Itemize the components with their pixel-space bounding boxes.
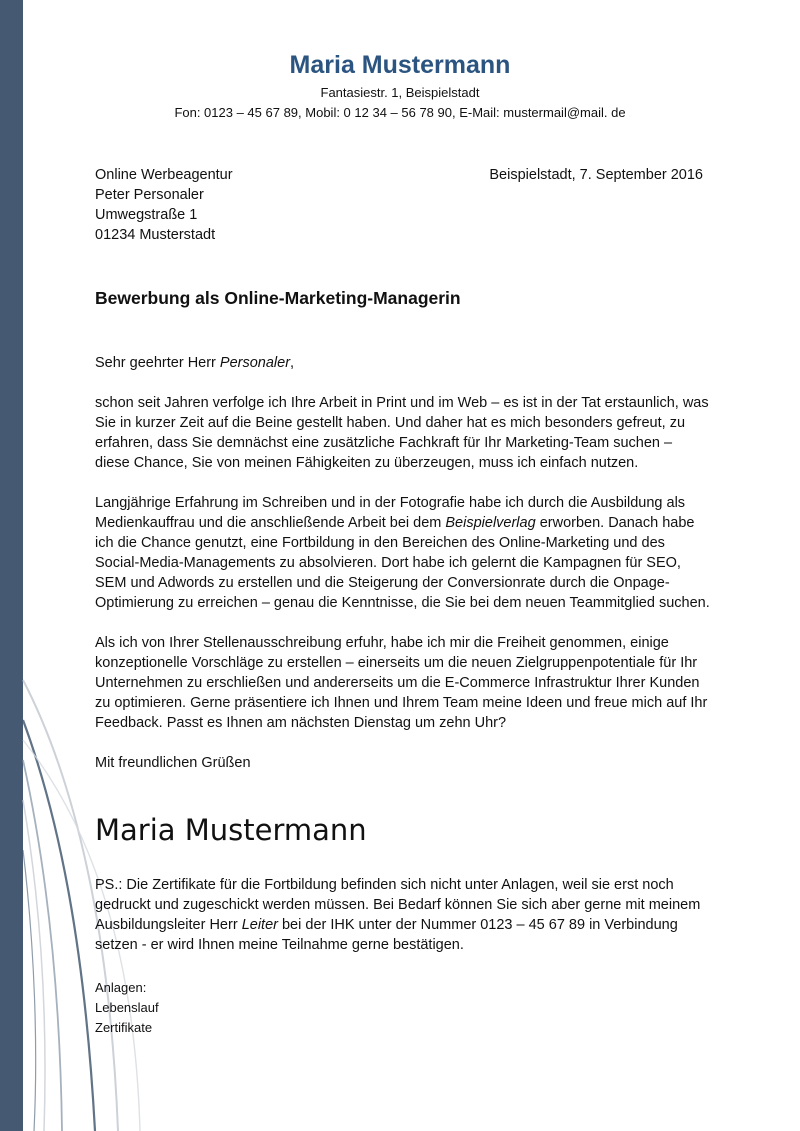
recipient-company: Online Werbeagentur bbox=[95, 167, 233, 183]
sender-address: Fantasiestr. 1, Beispielstadt bbox=[320, 85, 480, 100]
letter-body bbox=[95, 353, 710, 773]
letterhead bbox=[0, 50, 800, 123]
postscript-part-a: PS.: Die Zertifikate für die Fortbildung befinden sich nicht unter Anlagen, weil sie erst noch gedruckt und zugeschickt werden müssen. Bei Bedarf können Sie sich aber gerne mit meinem Ausbildungsleiter Herr bbox=[95, 877, 701, 933]
salutation-prefix: Sehr geehrter Herr bbox=[95, 355, 220, 371]
paragraph-3: Als ich von Ihrer Stellenausschreibung erfuhr, habe ich mir die Freiheit genommen, einige konzeptionelle Vorschläge zu erstellen – einerseits um die neuen Zielgruppenpotentiale für Ihr Unternehmen zu erschließen und andererseits um die E-Commerce Infrastruktur Ihrer Kunden zu optimieren. Gerne präsentiere ich Ihnen und Ihrem Team meine Ideen und freue mich auf Ihr Feedback. Passt es Ihnen am nächsten Dienstag um zehn Uhr? bbox=[95, 635, 708, 731]
sender-name: Maria Mustermann bbox=[289, 51, 511, 79]
signature: Maria Mustermann bbox=[95, 813, 367, 847]
sender-contact: Fon: 0123 – 45 67 89, Mobil: 0 12 34 – 56 78 90, E-Mail: mustermail@mail. de bbox=[174, 105, 626, 120]
paragraph-2-part-a: Langjährige Erfahrung im Schreiben und in der Fotografie habe ich durch die Ausbildung als Medienkauffrau und die anschließende Arbeit bei dem bbox=[95, 495, 686, 531]
paragraph-2-part-b: erworben. Danach habe ich die Chance genutzt, eine Fortbildung in den Bereichen des Online-Marketing und des Social-Media-Managements zu absolvieren. Dort habe ich gelernt die Kampagnen für SEO, SEM und Adwords zu erstellen und die Steigerung der Conversionrate durch die Onpage-Optimierung zu erreichen – genau die Kenntnisse, die Sie bei dem neuen Teammitglied suchen. bbox=[95, 515, 710, 611]
paragraph-2 bbox=[95, 493, 710, 613]
attachments-heading: Anlagen: bbox=[95, 980, 147, 995]
salutation bbox=[95, 353, 710, 373]
attachment-item-cv: Lebenslauf bbox=[95, 1000, 159, 1015]
attachment-item-certificates: Zertifikate bbox=[95, 1020, 153, 1035]
recipient-street: Umwegstraße 1 bbox=[95, 207, 198, 223]
attachments bbox=[95, 978, 159, 1038]
recipient-person: Peter Personaler bbox=[95, 187, 204, 203]
letter-date: Beispielstadt, 7. September 2016 bbox=[489, 167, 703, 183]
salutation-name: Personaler bbox=[219, 355, 291, 371]
left-color-bar bbox=[0, 0, 23, 1131]
postscript-emphasis: Leiter bbox=[241, 917, 278, 933]
paragraph-2-emphasis: Beispielverlag bbox=[445, 515, 536, 531]
letter-subject: Bewerbung als Online-Marketing-Managerin bbox=[95, 288, 461, 308]
postscript-text bbox=[95, 875, 710, 955]
postscript-part-b: bei der IHK unter der Nummer 0123 – 45 67 89 in Verbindung setzen - er wird Ihnen meine Teilnahme gerne bestätigen. bbox=[95, 917, 678, 953]
postscript bbox=[95, 875, 710, 955]
recipient-city: 01234 Musterstadt bbox=[95, 227, 216, 243]
closing: Mit freundlichen Grüßen bbox=[95, 755, 251, 771]
paragraph-1: schon seit Jahren verfolge ich Ihre Arbeit in Print und im Web – es ist in der Tat erstaunlich, was Sie in kurzer Zeit auf die Beine gestellt haben. Und daher hat es mich besonders gefreut, zu erfahren, dass Sie demnächst eine zusätzliche Fachkraft für Ihr Marketing-Team suchen – diese Chance, Sie von meinen Fähigkeiten zu überzeugen, muss ich einfach nutzen. bbox=[95, 395, 709, 471]
recipient-address bbox=[95, 165, 233, 245]
salutation-suffix: , bbox=[290, 355, 295, 371]
